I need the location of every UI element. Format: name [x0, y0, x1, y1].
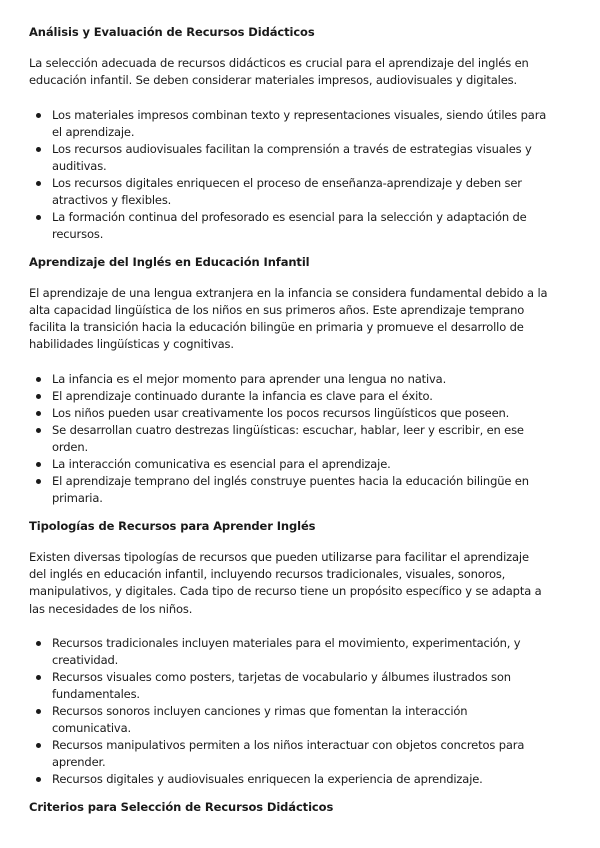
section-heading: Aprendizaje del Inglés en Educación Infantil [29, 254, 310, 269]
section-heading: Tipologías de Recursos para Aprender Inglés [29, 518, 316, 533]
section-tipologias [29, 518, 549, 788]
list-item: Los materiales impresos combinan texto y representaciones visuales, siendo útiles para el aprendizaje. [29, 107, 549, 141]
list-item: Se desarrollan cuatro destrezas lingüísticas: escuchar, hablar, leer y escribir, en ese orden. [29, 422, 549, 456]
list-item: El aprendizaje temprano del inglés construye puentes hacia la educación bilingüe en primaria. [29, 473, 549, 507]
bullet-icon [36, 709, 41, 714]
list-item: Recursos tradicionales incluyen materiales para el movimiento, experimentación, y creatividad. [29, 635, 549, 669]
section-analisis [29, 24, 549, 243]
bullet-icon [36, 743, 41, 748]
bullet-icon [36, 479, 41, 484]
list-item: Los niños pueden usar creativamente los pocos recursos lingüísticos que poseen. [29, 405, 549, 422]
section-heading: Criterios para Selección de Recursos Didácticos [29, 799, 334, 814]
section-criterios [29, 799, 549, 816]
list-item: Recursos manipulativos permiten a los niños interactuar con objetos concretos para aprender. [29, 737, 549, 771]
section-aprendizaje [29, 254, 549, 507]
list-item: La infancia es el mejor momento para aprender una lengua no nativa. [29, 371, 549, 388]
bullet-icon [36, 147, 41, 152]
bullet-icon [36, 181, 41, 186]
list-item: Recursos digitales y audiovisuales enriquecen la experiencia de aprendizaje. [29, 771, 549, 788]
section-paragraph: Existen diversas tipologías de recursos que pueden utilizarse para facilitar el aprendizaje del inglés en educación infantil, incluyendo recursos tradicionales, visuales, sonoros, manipulativos, y digitales. Cada tipo de recurso tiene un propósito específico y se adapta a las necesidades de los niños. [29, 549, 542, 616]
bullet-list [29, 371, 549, 507]
bullet-icon [36, 641, 41, 646]
list-item: El aprendizaje continuado durante la infancia es clave para el éxito. [29, 388, 549, 405]
bullet-icon [36, 394, 41, 399]
list-item: La interacción comunicativa es esencial para el aprendizaje. [29, 456, 549, 473]
bullet-icon [36, 411, 41, 416]
section-paragraph: El aprendizaje de una lengua extranjera en la infancia se considera fundamental debido a la alta capacidad lingüística de los niños en sus primeros años. Este aprendizaje temprano facilita la transición hacia la educación bilingüe en primaria y promueve el desarrollo de habilidades lingüísticas y cognitivas. [29, 285, 548, 352]
list-item: Recursos sonoros incluyen canciones y rimas que fomentan la interacción comunicativa. [29, 703, 549, 737]
bullet-list [29, 635, 549, 788]
list-item: La formación continua del profesorado es esencial para la selección y adaptación de recursos. [29, 209, 549, 243]
list-item: Los recursos digitales enriquecen el proceso de enseñanza-aprendizaje y deben ser atractivos y flexibles. [29, 175, 549, 209]
document-page [29, 24, 549, 816]
bullet-icon [36, 428, 41, 433]
bullet-icon [36, 113, 41, 118]
bullet-icon [36, 777, 41, 782]
bullet-icon [36, 675, 41, 680]
bullet-icon [36, 377, 41, 382]
bullet-icon [36, 215, 41, 220]
bullet-icon [36, 462, 41, 467]
section-paragraph: La selección adecuada de recursos didácticos es crucial para el aprendizaje del inglés en educación infantil. Se deben considerar materiales impresos, audiovisuales y digitales. [29, 56, 529, 88]
bullet-list [29, 107, 549, 243]
list-item: Los recursos audiovisuales facilitan la comprensión a través de estrategias visuales y auditivas. [29, 141, 549, 175]
list-item: Recursos visuales como posters, tarjetas de vocabulario y álbumes ilustrados son fundamentales. [29, 669, 549, 703]
section-heading: Análisis y Evaluación de Recursos Didácticos [29, 25, 315, 39]
